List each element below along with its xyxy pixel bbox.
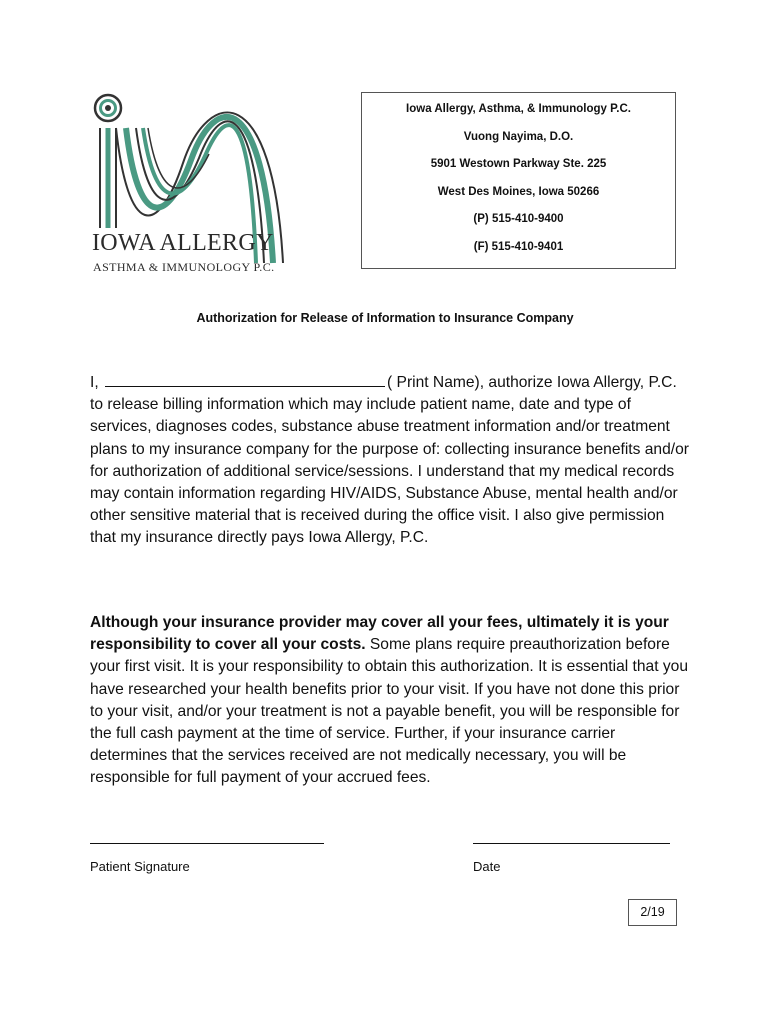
address-line-1: 5901 Westown Parkway Ste. 225 [430,158,607,170]
address-line-2: West Des Moines, Iowa 50266 [437,185,600,198]
practice-name: Iowa Allergy, Asthma, & Immunology P.C. [406,103,631,115]
authorization-prefix: I, [90,374,99,391]
iowa-allergy-logo [88,88,318,278]
responsibility-paragraph [90,612,690,790]
logo-title: IOWA ALLERGY [92,230,274,256]
date-label: Date [473,859,501,874]
patient-signature-field[interactable] [90,843,324,844]
authorization-body: ( Print Name), authorize Iowa Allergy, P.C. to release billing information which may include patient name, date and type of services, diagnoses codes, substance abuse treatment information and/or treatment plans to my insurance company for the purpose of: collecting insurance benefits and/or for authorization of additional service/sessions. I understand that my medical records may contain information regarding HIV/AIDS, Substance Abuse, mental health and/or other sensitive material that is received during the office visit. I also give permission that my insurance directly pays Iowa Allergy, P.C. [90,374,689,547]
logo-subtitle: ASTHMA & IMMUNOLOGY P.C. [93,260,275,274]
doctor-name: Vuong Nayima, D.O. [463,130,574,143]
phone-number: (P) 515-410-9400 [473,213,564,225]
patient-signature-label: Patient Signature [90,859,190,874]
contact-info-box [361,92,676,269]
fax-number: (F) 515-410-9401 [473,240,564,253]
responsibility-body: Some plans require preauthorization before your first visit. It is your responsibility to obtain this authorization. It is essential that you have researched your health benefits prior to your visit. If you have not done this prior to your visit, and/or your treatment is not a payable benefit, you will be responsible for the full cash payment at the time of service. Further, if your insurance carrier determines that the services received are not medically necessary, you will be responsible for full payment of your accrued fees. [90,636,689,787]
responsibility-bold: Although your insurance provider may cover all your fees, ultimately it is your responsibility to cover all your costs. [90,614,669,654]
authorization-paragraph [90,372,690,550]
document-title: Authorization for Release of Information to Insurance Company [196,311,574,325]
print-name-field[interactable] [105,372,385,387]
date-field[interactable] [473,843,670,844]
form-version: 2/19 [628,899,677,926]
